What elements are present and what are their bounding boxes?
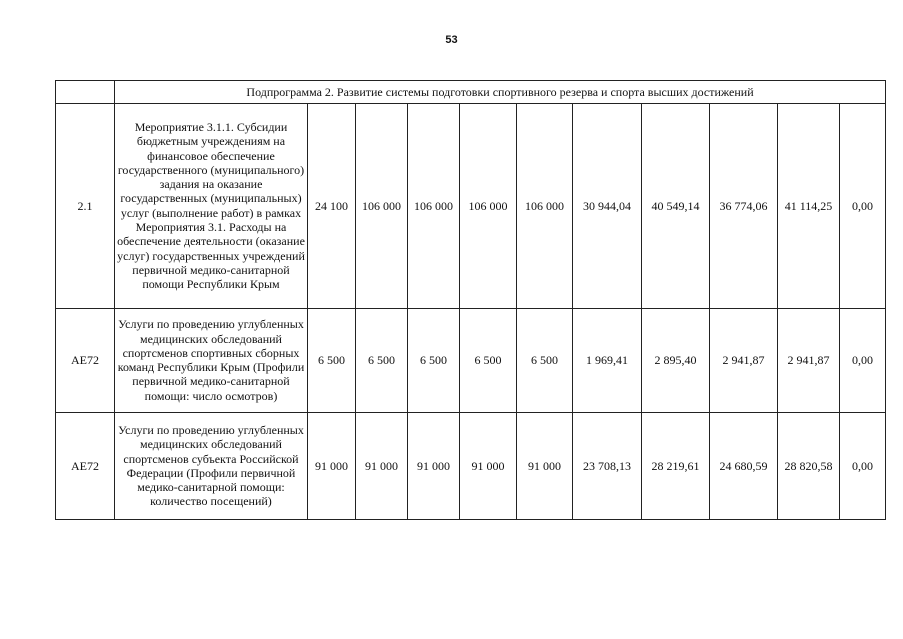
subprogram-title: Подпрограмма 2. Развитие системы подготовки спортивного резерва и спорта высших достижений (115, 81, 886, 104)
empty-code-cell (56, 81, 115, 104)
value-cell: 106 000 (460, 104, 517, 308)
value-cell: 41 114,25 (778, 104, 840, 308)
value-cell: 91 000 (356, 412, 408, 519)
value-cell: 106 000 (517, 104, 573, 308)
value-cell: 23 708,13 (573, 412, 642, 519)
row-description: Мероприятие 3.1.1. Субсидии бюджетным учреждениям на финансовое обеспечение государственного (муниципального) задания на оказание государственных (муниципальных) услуг (выполнение работ) в рамках Мероприятия 3.1. Расходы на обеспечение деятельности (оказание услуг) государственных учреждений первичной медико-санитарной помощи Республики Крым (115, 104, 308, 308)
value-cell: 6 500 (517, 308, 573, 412)
value-cell: 6 500 (308, 308, 356, 412)
value-cell: 0,00 (840, 308, 886, 412)
budget-table (55, 80, 886, 520)
value-cell: 6 500 (460, 308, 517, 412)
row-code: 2.1 (56, 104, 115, 308)
value-cell: 36 774,06 (710, 104, 778, 308)
value-cell: 91 000 (408, 412, 460, 519)
value-cell: 91 000 (308, 412, 356, 519)
value-cell: 106 000 (356, 104, 408, 308)
value-cell: 91 000 (460, 412, 517, 519)
row-description: Услуги по проведению углубленных медицинских обследований спортсменов спортивных сборных команд Республики Крым (Профили первичной медико-санитарной помощи: число осмотров) (115, 308, 308, 412)
table-row (56, 104, 886, 308)
page-number: 53 (445, 34, 458, 46)
value-cell: 2 941,87 (778, 308, 840, 412)
value-cell: 1 969,41 (573, 308, 642, 412)
value-cell: 28 219,61 (642, 412, 710, 519)
value-cell: 106 000 (408, 104, 460, 308)
value-cell: 2 941,87 (710, 308, 778, 412)
value-cell: 0,00 (840, 412, 886, 519)
value-cell: 24 680,59 (710, 412, 778, 519)
table-row (56, 412, 886, 519)
subprogram-row (56, 81, 886, 104)
value-cell: 6 500 (408, 308, 460, 412)
value-cell: 30 944,04 (573, 104, 642, 308)
row-description: Услуги по проведению углубленных медицинских обследований спортсменов субъекта Российской Федерации (Профили первичной медико-санитарной помощи: количество посещений) (115, 412, 308, 519)
value-cell: 40 549,14 (642, 104, 710, 308)
value-cell: 28 820,58 (778, 412, 840, 519)
value-cell: 0,00 (840, 104, 886, 308)
value-cell: 2 895,40 (642, 308, 710, 412)
value-cell: 6 500 (356, 308, 408, 412)
value-cell: 24 100 (308, 104, 356, 308)
row-code: АЕ72 (56, 412, 115, 519)
value-cell: 91 000 (517, 412, 573, 519)
table-row (56, 308, 886, 412)
row-code: АЕ72 (56, 308, 115, 412)
